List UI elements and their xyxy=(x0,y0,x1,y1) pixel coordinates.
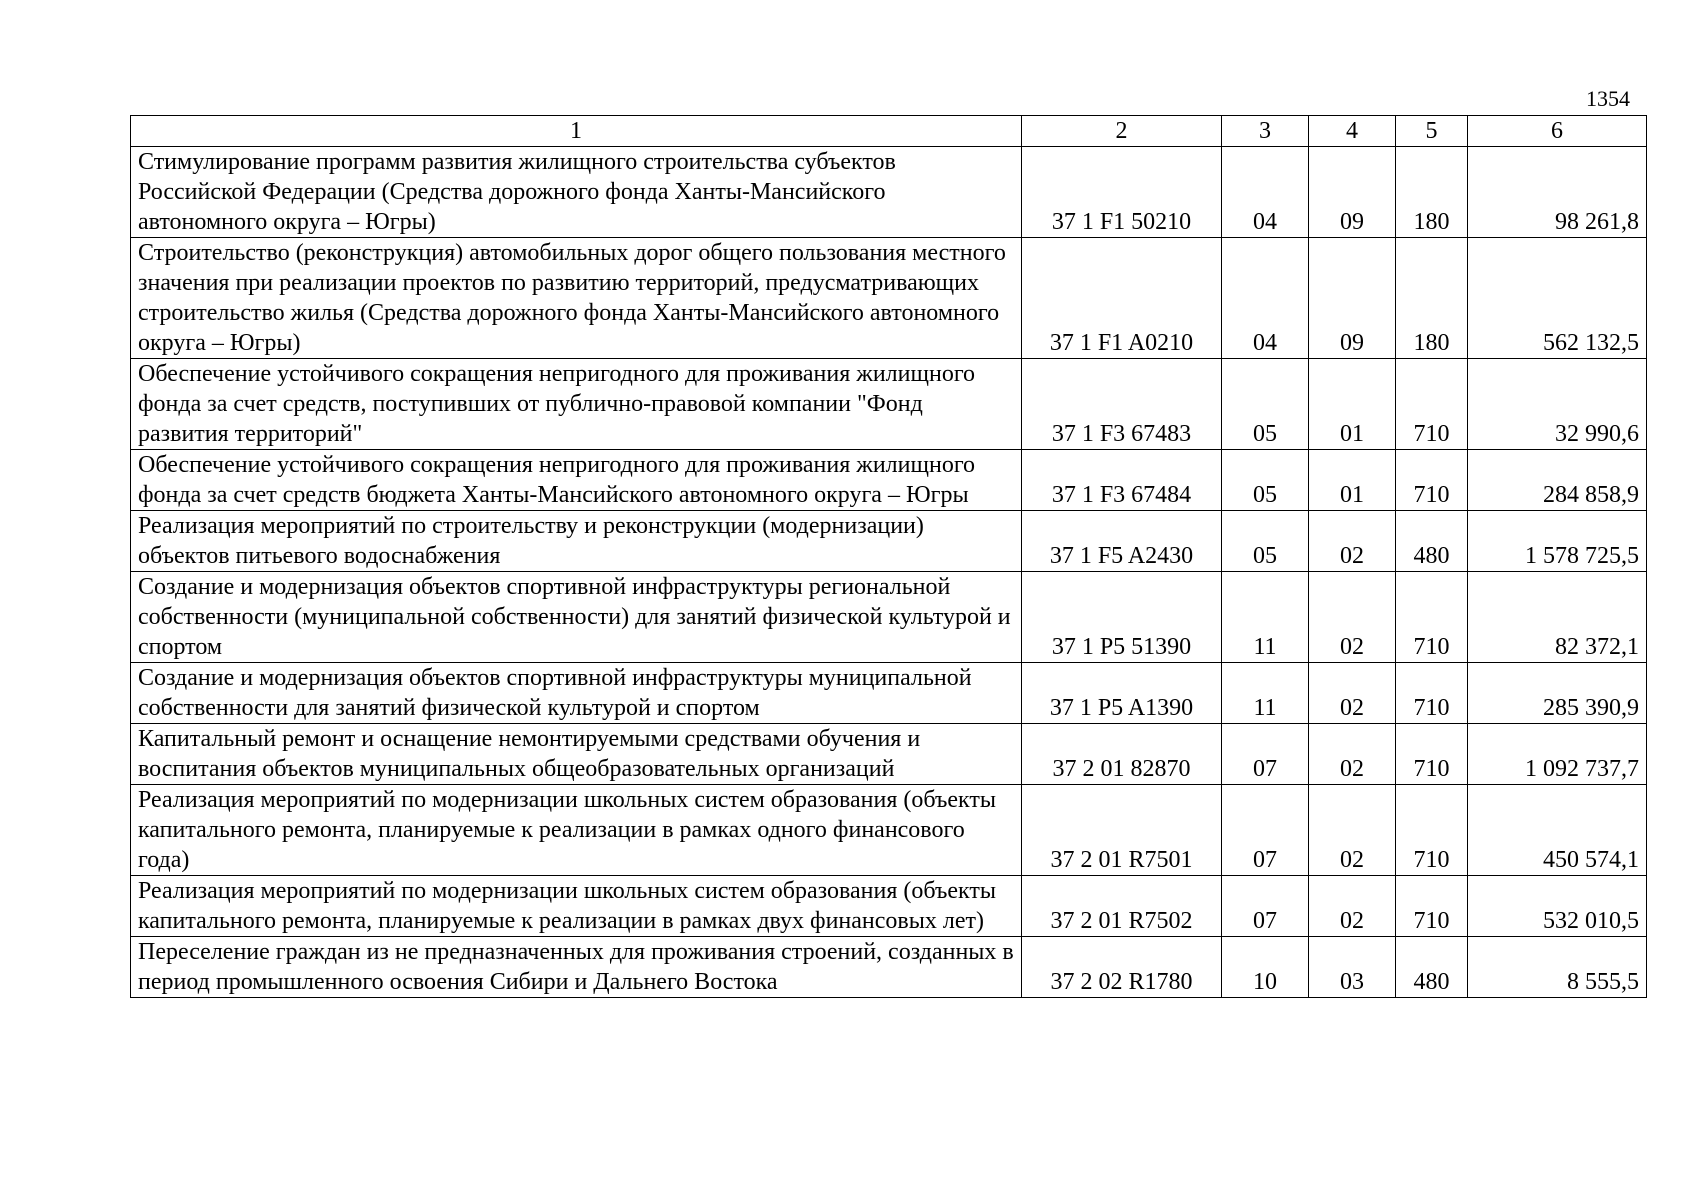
table-row xyxy=(131,663,1647,724)
row-type-cell: 710 xyxy=(1396,876,1468,937)
header-col-6: 6 xyxy=(1468,116,1647,147)
table-row xyxy=(131,876,1647,937)
row-amount-cell: 82 372,1 xyxy=(1468,572,1647,663)
row-code-cell: 37 1 P5 A1390 xyxy=(1022,663,1222,724)
table-row xyxy=(131,450,1647,511)
row-amount-cell: 8 555,5 xyxy=(1468,937,1647,998)
row-code-cell: 37 1 F1 50210 xyxy=(1022,147,1222,238)
table-row xyxy=(131,238,1647,359)
row-type-cell: 710 xyxy=(1396,359,1468,450)
row-code-cell: 37 2 02 R1780 xyxy=(1022,937,1222,998)
row-section-cell: 11 xyxy=(1222,572,1309,663)
row-subsection-cell: 02 xyxy=(1309,724,1396,785)
table-row xyxy=(131,572,1647,663)
header-col-3: 3 xyxy=(1222,116,1309,147)
row-name-cell: Реализация мероприятий по модернизации школьных систем образования (объекты капитального ремонта, планируемые к реализации в рамках двух финансовых лет) xyxy=(131,876,1022,937)
row-name-cell: Обеспечение устойчивого сокращения непригодного для проживания жилищного фонда за счет средств бюджета Ханты-Мансийского автономного округа – Югры xyxy=(131,450,1022,511)
table-row xyxy=(131,785,1647,876)
row-amount-cell: 1 092 737,7 xyxy=(1468,724,1647,785)
page-number: 1354 xyxy=(1586,86,1630,111)
row-subsection-cell: 02 xyxy=(1309,511,1396,572)
row-subsection-cell: 02 xyxy=(1309,876,1396,937)
row-subsection-cell: 03 xyxy=(1309,937,1396,998)
row-amount-cell: 1 578 725,5 xyxy=(1468,511,1647,572)
row-type-cell: 180 xyxy=(1396,238,1468,359)
row-code-cell: 37 1 F1 A0210 xyxy=(1022,238,1222,359)
table-row xyxy=(131,724,1647,785)
row-code-cell: 37 1 F5 A2430 xyxy=(1022,511,1222,572)
header-col-5: 5 xyxy=(1396,116,1468,147)
row-subsection-cell: 09 xyxy=(1309,147,1396,238)
table-body xyxy=(131,147,1647,998)
row-amount-cell: 98 261,8 xyxy=(1468,147,1647,238)
table-row xyxy=(131,937,1647,998)
row-name-cell: Создание и модернизация объектов спортивной инфраструктуры региональной собственности (муниципальной собственности) для занятий физической культурой и спортом xyxy=(131,572,1022,663)
row-section-cell: 05 xyxy=(1222,511,1309,572)
row-section-cell: 05 xyxy=(1222,450,1309,511)
row-amount-cell: 285 390,9 xyxy=(1468,663,1647,724)
header-col-4: 4 xyxy=(1309,116,1396,147)
row-section-cell: 10 xyxy=(1222,937,1309,998)
row-code-cell: 37 2 01 82870 xyxy=(1022,724,1222,785)
table-row xyxy=(131,511,1647,572)
row-name-cell: Капитальный ремонт и оснащение немонтируемыми средствами обучения и воспитания объектов муниципальных общеобразовательных организаций xyxy=(131,724,1022,785)
row-section-cell: 11 xyxy=(1222,663,1309,724)
row-type-cell: 710 xyxy=(1396,450,1468,511)
row-section-cell: 07 xyxy=(1222,724,1309,785)
row-name-cell: Реализация мероприятий по модернизации школьных систем образования (объекты капитального ремонта, планируемые к реализации в рамках одного финансового года) xyxy=(131,785,1022,876)
row-code-cell: 37 1 F3 67483 xyxy=(1022,359,1222,450)
header-col-1: 1 xyxy=(131,116,1022,147)
row-amount-cell: 532 010,5 xyxy=(1468,876,1647,937)
row-type-cell: 480 xyxy=(1396,511,1468,572)
row-type-cell: 710 xyxy=(1396,724,1468,785)
row-type-cell: 180 xyxy=(1396,147,1468,238)
row-subsection-cell: 02 xyxy=(1309,572,1396,663)
row-name-cell: Переселение граждан из не предназначенных для проживания строений, созданных в период промышленного освоения Сибири и Дальнего Востока xyxy=(131,937,1022,998)
row-name-cell: Строительство (реконструкция) автомобильных дорог общего пользования местного значения при реализации проектов по развитию территорий, предусматривающих строительство жилья (Средства дорожного фонда Ханты-Мансийского автономного округа – Югры) xyxy=(131,238,1022,359)
table-row xyxy=(131,147,1647,238)
row-amount-cell: 450 574,1 xyxy=(1468,785,1647,876)
row-name-cell: Реализация мероприятий по строительству и реконструкции (модернизации) объектов питьевого водоснабжения xyxy=(131,511,1022,572)
row-type-cell: 480 xyxy=(1396,937,1468,998)
row-type-cell: 710 xyxy=(1396,572,1468,663)
row-section-cell: 05 xyxy=(1222,359,1309,450)
row-subsection-cell: 01 xyxy=(1309,450,1396,511)
row-section-cell: 07 xyxy=(1222,785,1309,876)
row-name-cell: Создание и модернизация объектов спортивной инфраструктуры муниципальной собственности для занятий физической культурой и спортом xyxy=(131,663,1022,724)
row-subsection-cell: 02 xyxy=(1309,785,1396,876)
header-col-2: 2 xyxy=(1022,116,1222,147)
row-name-cell: Обеспечение устойчивого сокращения непригодного для проживания жилищного фонда за счет средств, поступивших от публично-правовой компании "Фонд развития территорий" xyxy=(131,359,1022,450)
row-name-cell: Стимулирование программ развития жилищного строительства субъектов Российской Федерации (Средства дорожного фонда Ханты-Мансийского автономного округа – Югры) xyxy=(131,147,1022,238)
row-code-cell: 37 2 01 R7502 xyxy=(1022,876,1222,937)
row-code-cell: 37 1 P5 51390 xyxy=(1022,572,1222,663)
row-subsection-cell: 02 xyxy=(1309,663,1396,724)
budget-table xyxy=(130,115,1647,998)
row-code-cell: 37 2 01 R7501 xyxy=(1022,785,1222,876)
row-type-cell: 710 xyxy=(1396,785,1468,876)
row-type-cell: 710 xyxy=(1396,663,1468,724)
table-header-row xyxy=(131,116,1647,147)
row-amount-cell: 562 132,5 xyxy=(1468,238,1647,359)
row-amount-cell: 32 990,6 xyxy=(1468,359,1647,450)
row-subsection-cell: 09 xyxy=(1309,238,1396,359)
row-code-cell: 37 1 F3 67484 xyxy=(1022,450,1222,511)
table-row xyxy=(131,359,1647,450)
row-section-cell: 04 xyxy=(1222,238,1309,359)
row-subsection-cell: 01 xyxy=(1309,359,1396,450)
row-section-cell: 07 xyxy=(1222,876,1309,937)
row-amount-cell: 284 858,9 xyxy=(1468,450,1647,511)
row-section-cell: 04 xyxy=(1222,147,1309,238)
